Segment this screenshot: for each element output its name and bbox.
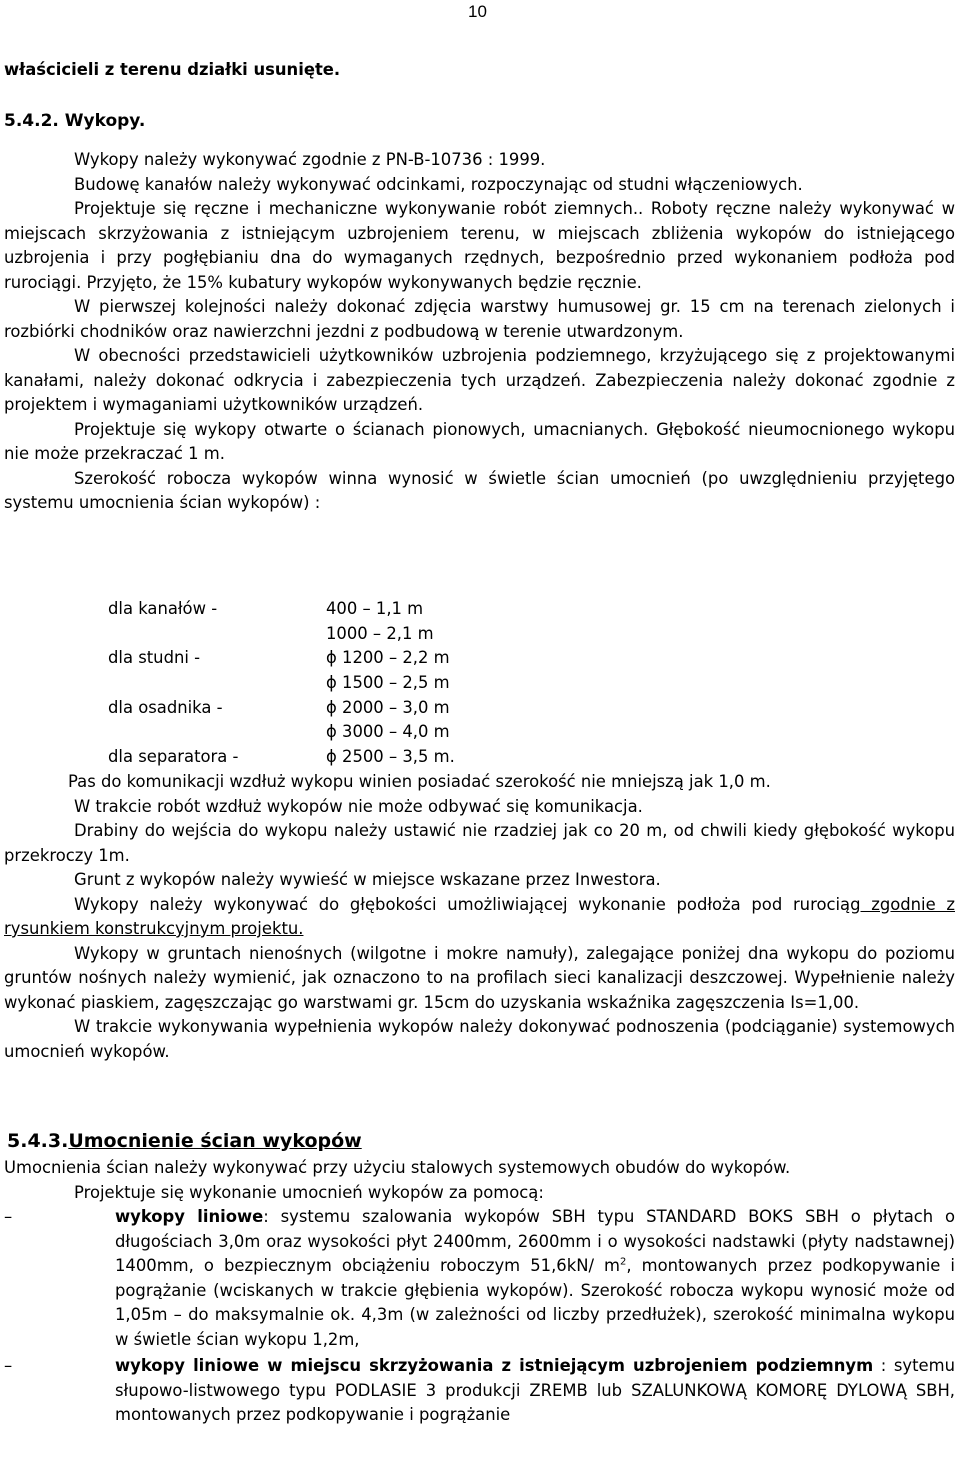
paragraph: Grunt z wykopów należy wywieść w miejsce wskazane przez Inwestora. [74,870,661,889]
intro-line: właścicieli z terenu działki usunięte. [4,60,341,79]
paragraph: W trakcie robót wzdłuż wykopów nie może odbywać się komunikacja. [74,796,643,816]
paragraph: Wykopy w gruntach nienośnych (wilgotne i mokre namuły), zalegające poniżej dna wykopu do poziomu gruntów nośnych należy wymienić, jak oznaczono to na profilach sieci kanalizacji deszczowej. Wypełnienie należy wykonać piaskiem, zagęszczając go warstwami gr. 15cm do uzyskania wskaźnika zagęszczenia Is=1,00. [4,943,955,1012]
paragraph: Umocnienia ścian należy wykonywać przy użyciu stalowych systemowych obudów do wykopów. [4,1158,791,1177]
paragraph: Pas do komunikacji wzdłuż wykopu winien posiadać szerokość nie mniejszą jak 1,0 m. [68,772,771,791]
body-text-542-cont [4,770,955,1064]
paragraph: Drabiny do wejścia do wykopu należy ustawić nie rzadziej jak co 20 m, od chwili kiedy głębokość wykopu przekroczy 1m. [4,821,955,865]
paragraph: Projektuje się wykopy otwarte o ścianach pionowych, umacnianych. Głębokość nieumocnionego wykopu nie może przekraczać 1 m. [4,419,955,463]
paragraph: Budowę kanałów należy wykonywać odcinkami, rozpoczynając od studni włączeniowych. [74,174,803,194]
paragraph: W pierwszej kolejności należy dokonać zdjęcia warstwy humusowej gr. 15 cm na terenach zielonych i rozbiórki chodników oraz nawierzchni jezdni z podbudową w terenie utwardzonym. [4,297,955,341]
body-text-543 [4,1156,955,1428]
list-item: – wykopy liniowe: systemu szalowania wykopów SBH typu STANDARD BOKS SBH o płytach o długościach 3,0m oraz wysokości płyt 2400mm, 2600mm i o wysokości nadstawki (płyty nadstawnej) 1400mm, o bezpiecznym obciążeniu roboczym 51,6kN/ $m^2$, montowanych przez podkopywanie i pogrążanie (wciskanych w trakcie głębienia wykopów). Szerokość robocza wykopu wynosić może od 1,05m – do maksymalnie ok. 4,3m (w zależności od liczby przedłużek), szerokość minimalna wykopu w świetle ścian wykopu 1,2m, [4,1207,955,1349]
section-heading-543: 5.4.3.Umocnienie ścian wykopów [7,1130,362,1152]
paragraph: Wykopy należy wykonywać zgodnie z PN-B-10736 : 1999. [74,150,546,169]
paragraph: Projektuje się ręczne i mechaniczne wykonywanie robót ziemnych.. Roboty ręczne należy wykonywać w miejscach skrzyżowania z istniejącym uzbrojeniem terenu, w miejscach zbliżenia wykopów do istniejącego uzbrojenia i przy pogłębianiu dna do wymaganych rzędnych, bezpośrednio przed wykonaniem podłoża pod rurociągi. Przyjęto, że 15% kubatury wykopów wykonywanych będzie ręcznie. [4,199,955,292]
paragraph: Projektuje się wykonanie umocnień wykopów za pomocą: [74,1182,544,1202]
paragraph: W obecności przedstawicieli użytkowników uzbrojenia podziemnego, krzyżującego się z projektowanymi kanałami, należy dokonać odkrycia i zabezpieczenia tych urządzeń. Zabezpieczenia należy dokonać zgodnie z projektem i wymaganiami użytkowników urządzeń. [4,346,955,414]
underlined-reference: zgodnie z rysunkiem konstrukcyjnym projektu. [4,894,955,938]
paragraph: W trakcie wykonywania wypełnienia wykopów należy dokonywać podnoszenia (podciąganie) systemowych umocnień wykopów. [4,1017,955,1061]
paragraph: Wykopy należy wykonywać do głębokości umożliwiającej wykonanie podłoża pod rurociąg zgodnie z rysunkiem konstrukcyjnym projektu. [4,894,955,938]
paragraph: Szerokość robocza wykopów winna wynosić w świetle ścian umocnień (po uwzględnieniu przyjętego systemu umocnienia ścian wykopów) : [4,468,955,512]
body-text-542 [4,148,955,516]
page-number: 10 [468,2,487,21]
list-item: – wykopy liniowe w miejscu skrzyżowania z istniejącym uzbrojeniem podziemnym : sytemu słupowo-listwowego typu PODLASIE 3 produkcji ZREMB lub SZALUNKOWĄ KOMORĘ DYLOWĄ SBH, montowanych przez podkopywanie i pogrążanie [4,1356,955,1424]
section-heading-542: 5.4.2. Wykopy. [4,111,146,131]
